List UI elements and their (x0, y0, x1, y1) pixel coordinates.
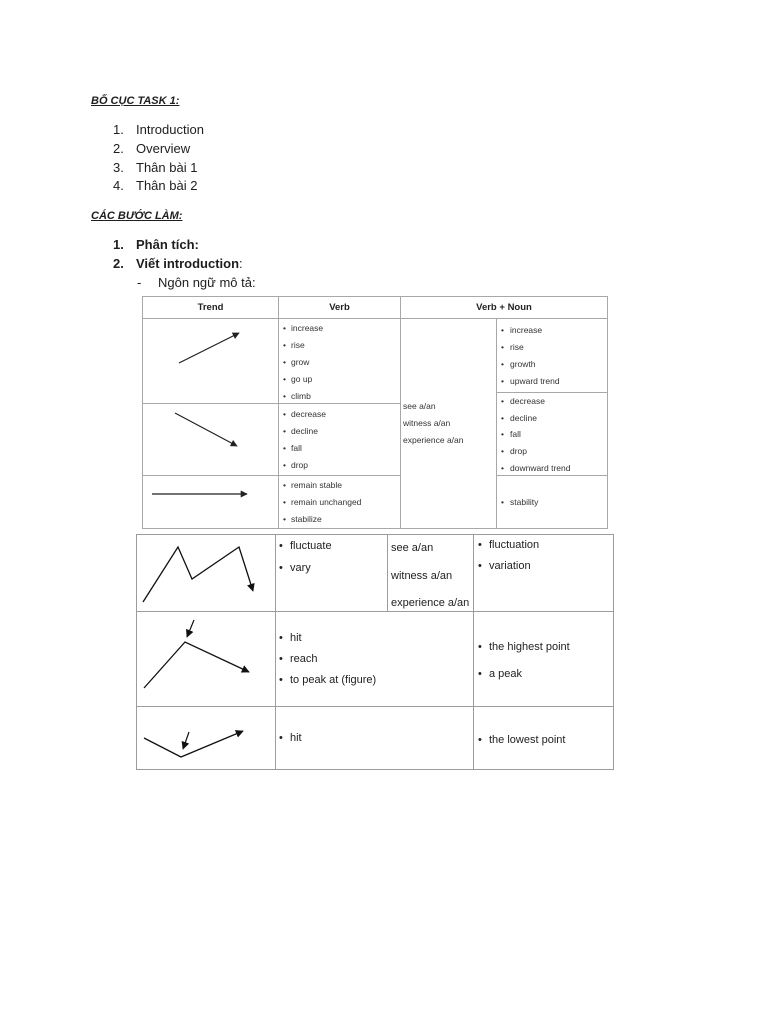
support-verb-cell (401, 319, 496, 528)
list-item: • reach (276, 649, 473, 670)
noun-cell (497, 476, 607, 528)
step-label-wrap (136, 254, 243, 273)
trend-cell (137, 707, 275, 769)
verb-cell (276, 707, 473, 769)
verb-cell (279, 404, 400, 475)
pattern-vocabulary-table (136, 534, 614, 770)
support-verb: witness a/an (391, 569, 453, 582)
list-item: • a peak (474, 661, 613, 688)
list-item: • vary (276, 557, 387, 579)
sub-item-marker: - (137, 275, 142, 290)
list-item: • increase (497, 322, 607, 339)
list-item: • hit (276, 728, 473, 749)
fluctuation-zigzag-icon (137, 535, 275, 611)
list-item: • upward trend (497, 373, 607, 390)
list-item (0, 158, 700, 177)
verb-cell (279, 319, 400, 403)
trend-cell (143, 476, 278, 528)
list-label: Thân bài 2 (136, 178, 198, 193)
list-item (0, 139, 700, 158)
list-label: Overview (136, 141, 191, 156)
noun-cell (497, 319, 607, 392)
trend-cell (137, 535, 275, 611)
trend-cell (143, 404, 278, 475)
support-verb: experience a/an (391, 597, 470, 609)
list-item: • growth (497, 356, 607, 373)
list-number: 4. (113, 178, 124, 193)
step-label: Viết introduction (136, 256, 240, 271)
list-item: • rise (279, 337, 400, 354)
list-item: • stabilize (279, 511, 400, 528)
support-verb: see a/an (391, 542, 434, 554)
list-item: • remain unchanged (279, 494, 400, 511)
list-item: • fluctuation (474, 535, 613, 556)
list-item: • hit (276, 628, 473, 649)
noun-cell (474, 707, 613, 769)
list-item: • remain stable (279, 477, 400, 494)
list-item: • increase (279, 320, 400, 337)
list-item: • fall (279, 440, 400, 457)
verb-cell (276, 612, 473, 706)
support-verb: witness a/an (403, 418, 451, 428)
sub-item (0, 273, 700, 292)
list-item (0, 120, 700, 139)
step-item (0, 254, 700, 273)
list-item: • downward trend (497, 460, 607, 477)
list-number: 3. (113, 160, 124, 175)
header-verb: Verb (329, 302, 350, 313)
list-item (0, 176, 700, 195)
list-item: • to peak at (figure) (276, 670, 473, 691)
list-label: Thân bài 1 (136, 160, 198, 175)
trend-cell (143, 319, 278, 403)
list-item: • fluctuate (276, 535, 387, 557)
list-item: • decrease (497, 393, 607, 410)
list-item: • drop (279, 457, 400, 474)
list-item: • decline (279, 423, 400, 440)
stable-trend-arrow-icon (143, 476, 278, 528)
header-trend: Trend (197, 302, 224, 313)
downward-trend-arrow-icon (143, 404, 278, 475)
list-item: • decline (497, 410, 607, 427)
list-item: • grow (279, 354, 400, 371)
trend-cell (137, 612, 275, 706)
list-item: • fall (497, 426, 607, 443)
list-item: • the lowest point (474, 730, 613, 751)
steps-heading: CÁC BƯỚC LÀM: (91, 210, 183, 222)
support-verb: experience a/an (403, 435, 464, 445)
peak-line-icon (137, 612, 275, 706)
list-item: • rise (497, 339, 607, 356)
list-item: • go up (279, 371, 400, 388)
noun-cell (474, 612, 613, 706)
list-item: • climb (279, 388, 400, 405)
layout-heading: BỐ CỤC TASK 1: (91, 95, 180, 107)
noun-cell (474, 535, 613, 611)
step-number: 1. (113, 237, 124, 252)
trough-line-icon (137, 707, 275, 769)
sub-item-label: Ngôn ngữ mô tả: (158, 275, 256, 290)
list-number: 2. (113, 141, 124, 156)
list-item: • stability (497, 494, 607, 511)
support-verb-cell (388, 535, 473, 611)
list-item: • decrease (279, 406, 400, 423)
list-number: 1. (113, 122, 124, 137)
list-item: • the highest point (474, 634, 613, 661)
list-item: • variation (474, 556, 613, 577)
step-label-suffix: : (239, 256, 243, 271)
verb-cell (279, 476, 400, 528)
noun-cell (497, 393, 607, 475)
step-number: 2. (113, 256, 124, 271)
step-label: Phân tích: (136, 237, 199, 252)
support-verb: see a/an (403, 401, 436, 411)
list-item: • drop (497, 443, 607, 460)
verb-cell (276, 535, 387, 611)
header-verb-noun: Verb + Noun (476, 302, 532, 313)
step-item (0, 235, 700, 254)
upward-trend-arrow-icon (143, 319, 278, 403)
trend-vocabulary-table (142, 296, 608, 529)
list-label: Introduction (136, 122, 204, 137)
